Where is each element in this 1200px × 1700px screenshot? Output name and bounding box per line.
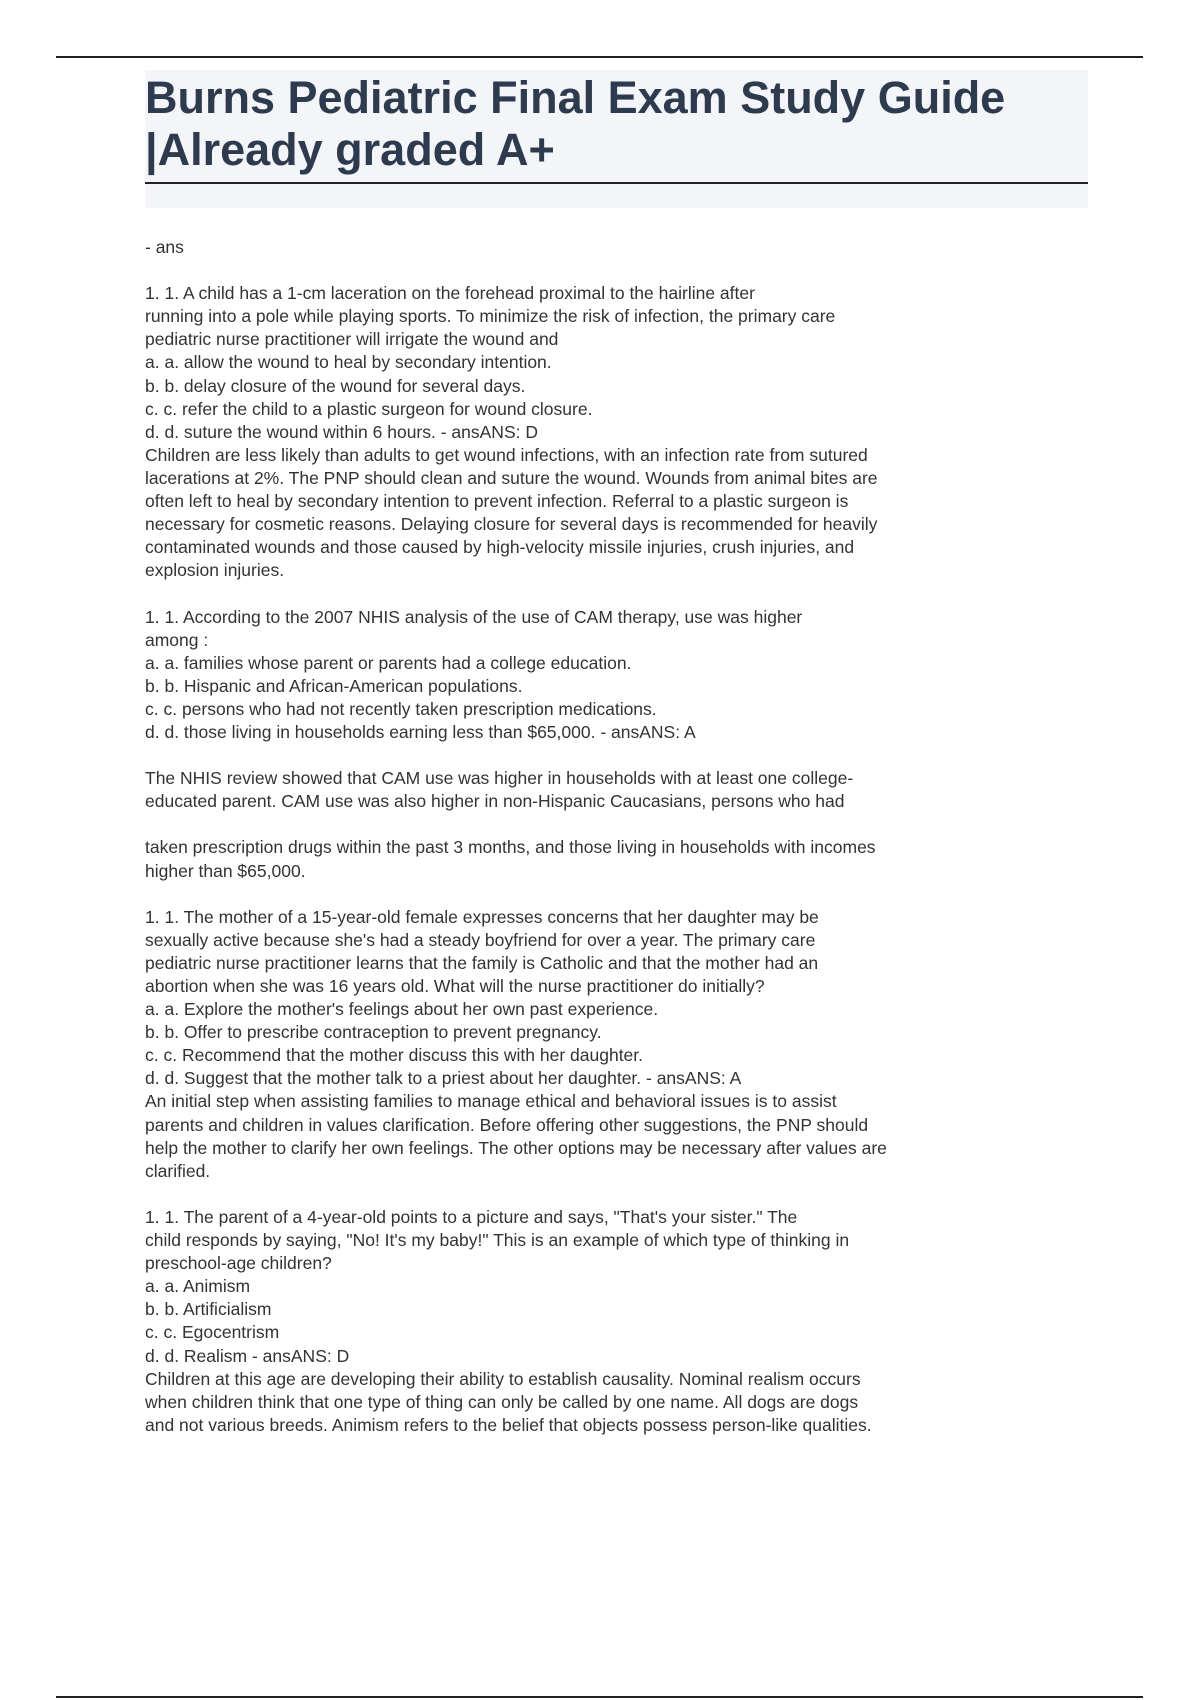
answer-option-c: c. c. Egocentrism [145,1322,280,1343]
page-top-rule [56,56,1143,58]
explanation-text: contaminated wounds and those caused by high-velocity missile injuries, crush injuries, and [145,537,855,558]
document-title-line-1: Burns Pediatric Final Exam Study Guide [145,72,1006,123]
question-text: child responds by saying, "No! It's my baby!" This is an example of which type of thinking in [145,1230,850,1251]
explanation-text: explosion injuries. [145,560,285,581]
question-text: pediatric nurse practitioner learns that the family is Catholic and that the mother had an [145,952,819,973]
answer-option-c: c. c. Recommend that the mother discuss this with her daughter. [145,1045,644,1066]
intro-line: - ans [145,237,184,257]
question-text: 1. 1. The parent of a 4-year-old points to a picture and says, "That's your sister." The [145,1206,798,1227]
explanation-text: and not various breeds. Animism refers to the belief that objects possess person-like qualities. [145,1414,872,1435]
answer-option-d: d. d. suture the wound within 6 hours. - ansANS: D [145,421,538,442]
page-bottom-rule [56,1696,1143,1698]
explanation-text: necessary for cosmetic reasons. Delaying closure for several days is recommended for heavily [145,514,878,535]
answer-option-a: a. a. Explore the mother's feelings about her own past experience. [145,999,659,1020]
answer-option-b: b. b. delay closure of the wound for several days. [145,375,526,396]
document-body [145,236,1025,1437]
document-title-line-2: |Already graded A+ [145,124,555,175]
answer-option-d: d. d. Realism - ansANS: D [145,1345,350,1366]
explanation-text: lacerations at 2%. The PNP should clean and suture the wound. Wounds from animal bites are [145,467,878,488]
explanation-text: higher than $65,000. [145,860,306,881]
question-block-4 [145,1206,1025,1437]
answer-option-d: d. d. Suggest that the mother talk to a priest about her daughter. - ansANS: A [145,1068,742,1089]
explanation-text: educated parent. CAM use was also higher in non-Hispanic Caucasians, persons who had [145,791,845,812]
document-title [145,72,1088,176]
explanation-text: help the mother to clarify her own feelings. The other options may be necessary after values are [145,1137,887,1158]
answer-option-a: a. a. allow the wound to heal by secondary intention. [145,352,552,373]
question-text: pediatric nurse practitioner will irrigate the wound and [145,329,559,350]
question-block-2 [145,606,1025,883]
question-text: 1. 1. According to the 2007 NHIS analysis of the use of CAM therapy, use was higher [145,606,803,627]
question-block-3 [145,906,1025,1183]
explanation-text: The NHIS review showed that CAM use was higher in households with at least one college- [145,768,854,789]
explanation-text: clarified. [145,1160,211,1181]
question-text: sexually active because she's had a steady boyfriend for over a year. The primary care [145,929,816,950]
question-text: preschool-age children? [145,1253,332,1274]
answer-option-c: c. c. persons who had not recently taken prescription medications. [145,698,657,719]
answer-option-a: a. a. Animism [145,1276,251,1297]
explanation-text: when children think that one type of thing can only be called by one name. All dogs are dogs [145,1391,859,1412]
question-text: among : [145,629,209,650]
answer-option-a: a. a. families whose parent or parents had a college education. [145,652,632,673]
answer-option-b: b. b. Artificialism [145,1299,272,1320]
explanation-text: Children are less likely than adults to get wound infections, with an infection rate from sutured [145,444,868,465]
question-text: 1. 1. The mother of a 15-year-old female expresses concerns that her daughter may be [145,906,819,927]
title-underline [145,182,1088,184]
answer-option-c: c. c. refer the child to a plastic surgeon for wound closure. [145,398,593,419]
answer-option-b: b. b. Hispanic and African-American populations. [145,675,523,696]
question-text: 1. 1. A child has a 1-cm laceration on the forehead proximal to the hairline after [145,283,755,304]
explanation-text: Children at this age are developing their ability to establish causality. Nominal realism occurs [145,1368,861,1389]
answer-option-b: b. b. Offer to prescribe contraception to prevent pregnancy. [145,1022,602,1043]
question-text: abortion when she was 16 years old. What will the nurse practitioner do initially? [145,976,765,996]
question-block-1 [145,282,1025,582]
answer-option-d: d. d. those living in households earning less than $65,000. - ansANS: A [145,721,696,742]
explanation-text: An initial step when assisting families to manage ethical and behavioral issues is to assist [145,1091,837,1112]
explanation-text: parents and children in values clarification. Before offering other suggestions, the PNP should [145,1114,869,1135]
title-banner [145,70,1088,208]
question-text: running into a pole while playing sports. To minimize the risk of infection, the primary care [145,306,836,327]
explanation-text: often left to heal by secondary intention to prevent infection. Referral to a plastic surgeon is [145,491,849,512]
explanation-text: taken prescription drugs within the past 3 months, and those living in households with incomes [145,837,876,858]
